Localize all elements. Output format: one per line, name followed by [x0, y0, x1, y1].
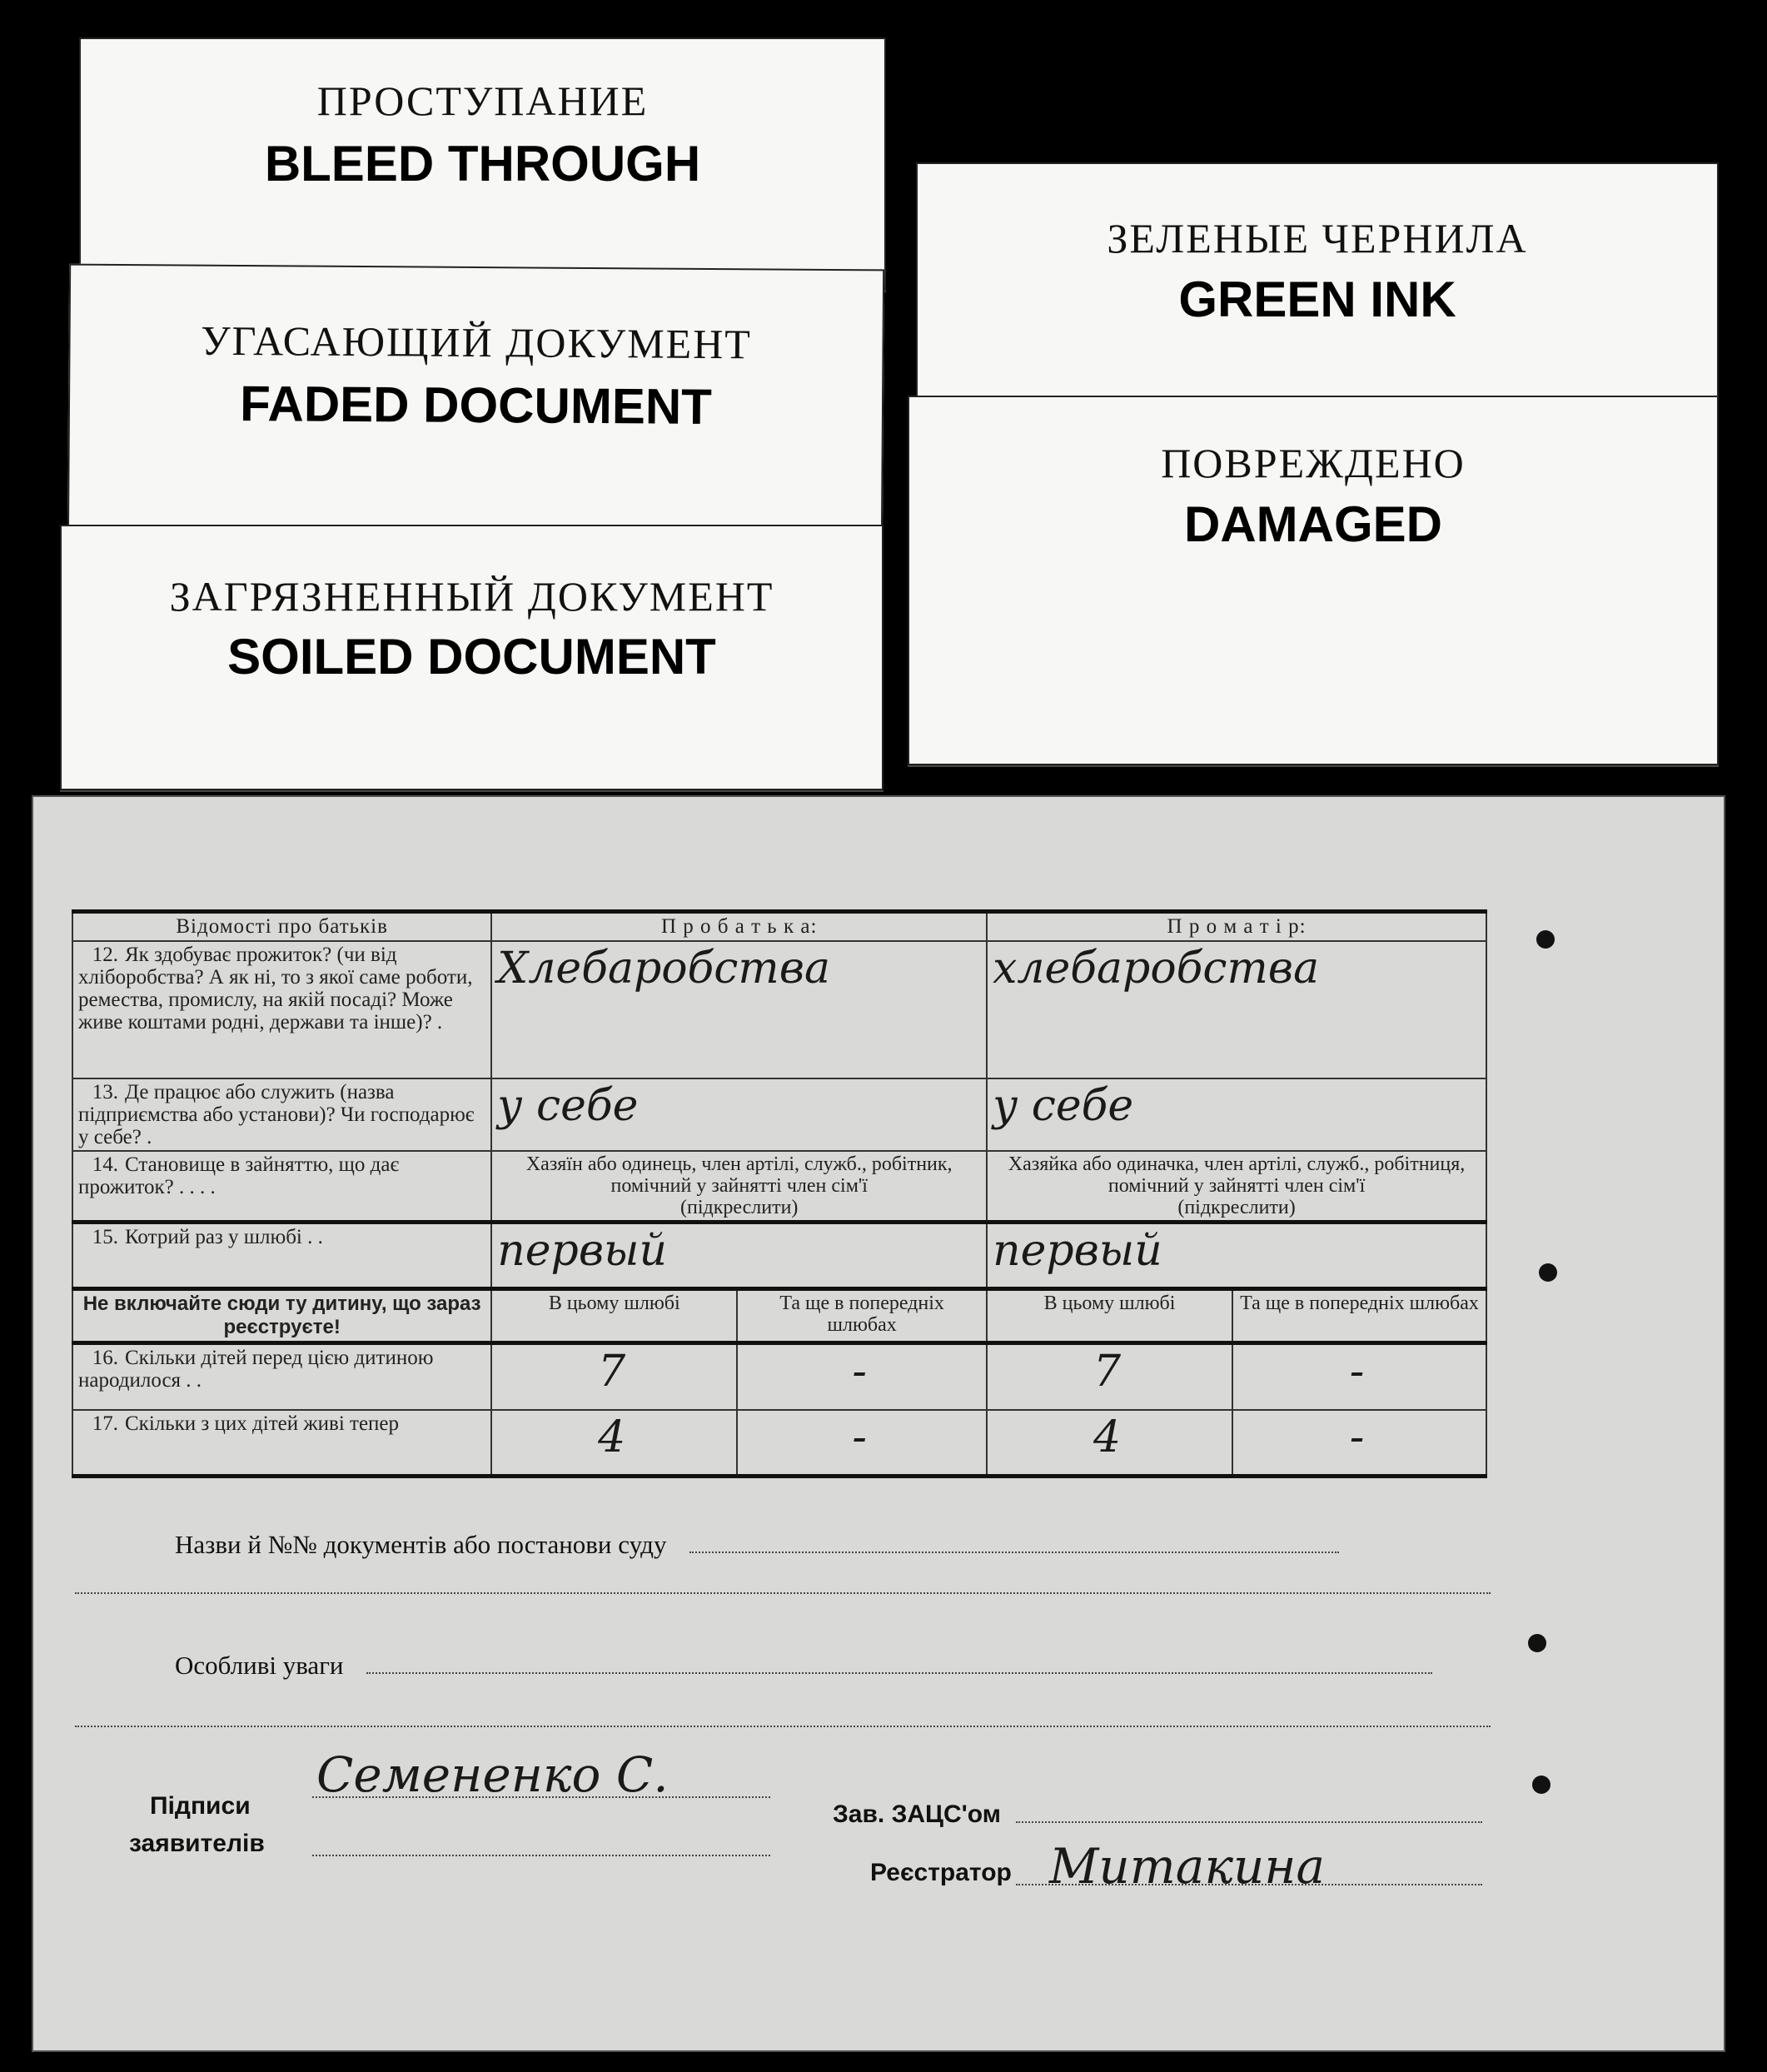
applicant-signature: Семененко С. — [316, 1746, 669, 1803]
card-title-en: FADED DOCUMENT — [239, 376, 713, 435]
applicants-label-2: заявителів — [129, 1830, 265, 1857]
card-green-ink — [916, 162, 1719, 416]
father-status-options: Хазяїн або одинець, член артілі, служб., робітник, помічний у зайнятті член сім'ї — [525, 1153, 953, 1197]
card-title-ru: ПРОСТУПАНИЕ — [316, 77, 649, 124]
mother-prev-marriages-header: Та ще в попередніх шлюбах — [1232, 1289, 1486, 1343]
punch-hole — [1528, 1634, 1546, 1652]
father-prev-marriages-header: Та ще в попередніх шлюбах — [737, 1289, 987, 1343]
notes-dotted-line — [366, 1651, 1432, 1674]
answer-17-mother-this: 4 — [987, 1410, 1232, 1477]
question-16: 16. Скільки дітей перед цією дитиною народилося . . — [72, 1343, 491, 1410]
documents-line-2 — [75, 1592, 1491, 1594]
registrar-signature: Митакина — [1049, 1838, 1326, 1895]
card-damaged — [908, 396, 1719, 765]
notes-line — [75, 1651, 1491, 1681]
head-sign-line — [1016, 1821, 1482, 1823]
punch-hole — [1532, 1776, 1550, 1794]
father-this-marriage-header: В цьому шлюбі — [491, 1289, 737, 1343]
answer-17-father-prev: - — [737, 1410, 987, 1477]
card-title-en: GREEN INK — [1178, 271, 1456, 327]
children-note: Не включайте сюди ту дитину, що зараз реєструєте! — [72, 1289, 491, 1343]
answer-mother-14 — [987, 1151, 1486, 1223]
answer-father-15: первый — [491, 1223, 987, 1289]
parents-info-table — [72, 909, 1487, 1478]
answer-16-father-prev: - — [737, 1343, 987, 1410]
card-title-en: DAMAGED — [1184, 496, 1442, 552]
question-15: 15. Котрий раз у шлюбі . . — [72, 1223, 491, 1289]
answer-17-mother-prev: - — [1232, 1410, 1486, 1477]
question-17: 17. Скільки з цих дітей живі тепер — [72, 1410, 491, 1477]
answer-17-father-this: 4 — [491, 1410, 737, 1477]
applicant-sign-line-2 — [312, 1855, 770, 1856]
card-title-ru: ЗАГРЯЗНЕННЫЙ ДОКУМЕНТ — [169, 573, 774, 620]
mother-status-note: (підкреслити) — [1177, 1197, 1296, 1218]
header-mother: П р о м а т і р: — [987, 912, 1486, 942]
answer-mother-13: у себе — [987, 1078, 1486, 1151]
answer-father-13: у себе — [491, 1078, 987, 1151]
answer-mother-15: первый — [987, 1223, 1486, 1289]
answer-father-12: Хлебаробства — [491, 941, 987, 1078]
birth-registration-form — [32, 795, 1725, 2052]
notes-line-2 — [75, 1726, 1491, 1727]
card-bleed-through — [79, 37, 886, 291]
mother-this-marriage-header: В цьому шлюбі — [987, 1289, 1232, 1343]
answer-father-14 — [491, 1151, 987, 1223]
applicant-sign-line — [312, 1796, 770, 1798]
card-title-ru: УГАСАЮЩИЙ ДОКУМЕНТ — [201, 316, 753, 368]
mother-status-options: Хазяйка або одиначка, член артілі, служб., робітниця, помічний у зайнятті член сім'ї — [1008, 1153, 1466, 1197]
card-soiled-document — [60, 525, 884, 790]
header-parents-info: Відомості про батьків — [72, 912, 491, 942]
card-title-en: SOILED DOCUMENT — [227, 629, 716, 685]
question-14: 14. Становище в зайняттю, що дає прожиток? . . . . — [72, 1151, 491, 1223]
answer-mother-12: хлебаробства — [987, 941, 1486, 1078]
documents-dotted-line — [689, 1530, 1339, 1553]
card-title-en: BLEED THROUGH — [264, 136, 701, 192]
documents-label: Назви й №№ документів або постанови суду — [175, 1530, 667, 1559]
answer-16-father-this: 7 — [491, 1343, 737, 1410]
question-13: 13. Де працює або служить (назва підприємства або установи)? Чи господарює у себе? . — [72, 1078, 491, 1151]
card-title-ru: ПОВРЕЖДЕНО — [1161, 440, 1466, 486]
card-faded-document — [67, 264, 884, 552]
answer-16-mother-this: 7 — [987, 1343, 1232, 1410]
notes-label: Особливі уваги — [175, 1651, 344, 1680]
documents-line — [75, 1530, 1491, 1560]
father-status-note: (підкреслити) — [679, 1197, 799, 1218]
head-label: Зав. ЗАЦС'ом — [833, 1801, 1001, 1828]
answer-16-mother-prev: - — [1232, 1343, 1486, 1410]
header-father: П р о б а т ь к а: — [491, 912, 987, 942]
applicants-label-1: Підписи — [150, 1792, 251, 1820]
question-12: 12. Як здобуває прожиток? (чи від хліборобства? А як ні, то з якої саме роботи, ремества, промислу, на якій посаді? Може живе коштами родні, держави та інше)? . — [72, 941, 491, 1078]
registrar-sign-line — [1016, 1884, 1482, 1885]
punch-hole — [1539, 1263, 1557, 1282]
card-title-ru: ЗЕЛЕНЫЕ ЧЕРНИЛА — [1107, 215, 1528, 261]
registrar-label: Реєстратор — [870, 1859, 1012, 1886]
punch-hole — [1536, 930, 1555, 949]
